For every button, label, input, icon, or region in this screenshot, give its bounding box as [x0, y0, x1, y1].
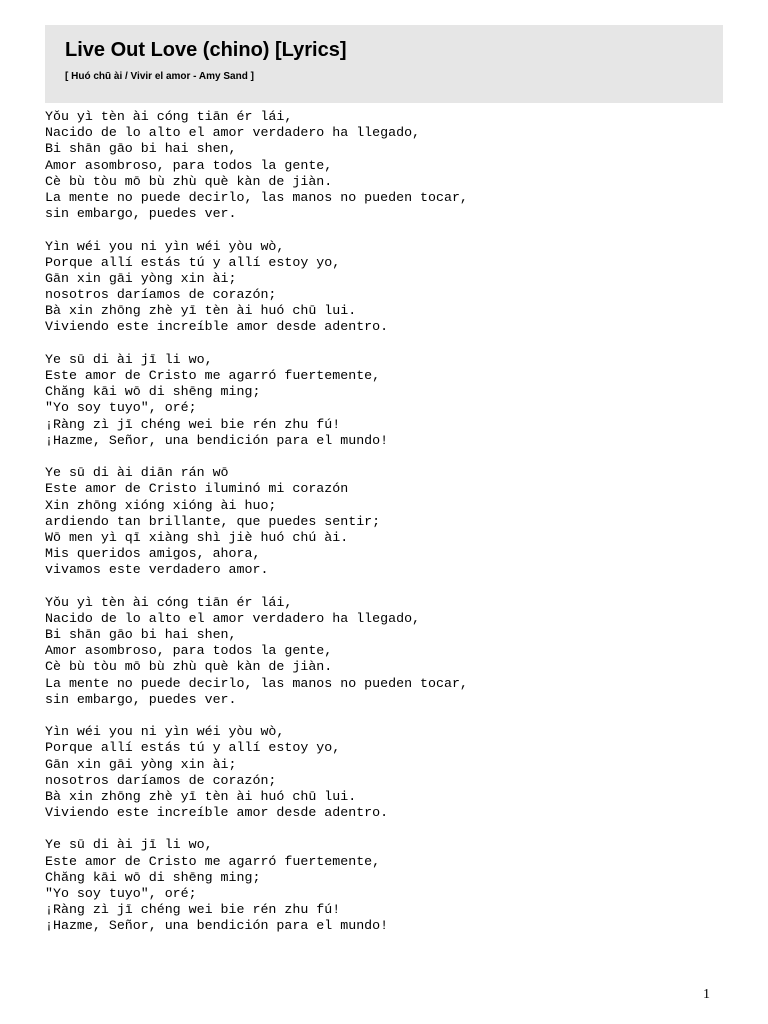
- lyrics-line: La mente no puede decirlo, las manos no pueden tocar,: [45, 675, 468, 691]
- lyrics-line: Gān xin gāi yòng xin ài;: [45, 270, 237, 286]
- lyrics-line: Este amor de Cristo iluminó mi corazón: [45, 481, 349, 497]
- lyrics-line: Bà xin zhōng zhè yī tèn ài huó chū lui.: [45, 303, 357, 319]
- lyrics-line: Bà xin zhōng zhè yī tèn ài huó chū lui.: [45, 788, 357, 804]
- lyrics-line: ardiendo tan brillante, que puedes sentir;: [45, 513, 381, 529]
- lyrics-line: Bi shān gāo bi hai shen,: [45, 141, 237, 157]
- lyrics-line: "Yo soy tuyo", oré;: [45, 400, 197, 416]
- lyrics-stanza: [45, 837, 705, 934]
- lyrics-line: Amor asombroso, para todos la gente,: [45, 643, 333, 659]
- lyrics-line: La mente no puede decirlo, las manos no pueden tocar,: [45, 189, 468, 205]
- lyrics-stanza: [45, 239, 705, 336]
- lyrics-line: sin embargo, puedes ver.: [45, 691, 237, 707]
- lyrics-line: nosotros daríamos de corazón;: [45, 287, 277, 303]
- lyrics-line: Viviendo este increíble amor desde adentro.: [45, 319, 389, 335]
- lyrics-line: Ye sū di ài jī li wo,: [45, 351, 213, 367]
- lyrics-line: Chăng kāi wō di shēng ming;: [45, 869, 261, 885]
- lyrics-line: Cè bù tòu mō bù zhù què kàn de jiàn.: [45, 173, 333, 189]
- lyrics-line: Este amor de Cristo me agarró fuertemente,: [45, 368, 381, 383]
- lyrics-body: [45, 109, 705, 935]
- lyrics-line: Xin zhōng xióng xióng ài huo;: [45, 497, 277, 513]
- lyrics-line: Nacido de lo alto el amor verdadero ha llegado,: [45, 610, 421, 626]
- page-subtitle: [ Huó chū ài / Vivir el amor - Amy Sand ]: [65, 71, 254, 82]
- lyrics-line: Amor asombroso, para todos la gente,: [45, 157, 333, 173]
- lyrics-stanza: [45, 109, 705, 222]
- lyrics-line: Yǒu yì tèn ài cóng tiān ér lái,: [45, 594, 293, 610]
- lyrics-line: Este amor de Cristo me agarró fuertemente,: [45, 853, 381, 869]
- lyrics-line: Yìn wéi you ni yìn wéi yòu wò,: [45, 238, 285, 254]
- page-title: Live Out Love (chino) [Lyrics]: [65, 39, 347, 61]
- lyrics-line: Wō men yì qī xiàng shì jiè huó chú ài.: [45, 529, 349, 545]
- lyrics-line: ¡Hazme, Señor, una bendición para el mundo!: [45, 918, 389, 934]
- lyrics-line: Nacido de lo alto el amor verdadero ha llegado,: [45, 125, 421, 141]
- lyrics-line: Ye sū di ài jī li wo,: [45, 837, 213, 853]
- lyrics-line: Porque allí estás tú y allí estoy yo,: [45, 740, 341, 756]
- lyrics-line: Chăng kāi wō di shēng ming;: [45, 384, 261, 400]
- lyrics-stanza: [45, 352, 705, 449]
- lyrics-stanza: [45, 465, 705, 578]
- lyrics-line: ¡Hazme, Señor, una bendición para el mundo!: [45, 432, 389, 448]
- title-banner: [45, 25, 723, 103]
- lyrics-line: Yìn wéi you ni yìn wéi yòu wò,: [45, 724, 285, 740]
- lyrics-line: ¡Ràng zì jī chéng wei bie rén zhu fú!: [45, 902, 341, 918]
- lyrics-line: Mis queridos amigos, ahora,: [45, 546, 261, 562]
- lyrics-line: ¡Ràng zì jī chéng wei bie rén zhu fú!: [45, 416, 341, 432]
- page-number: 1: [703, 987, 710, 1002]
- lyrics-line: vivamos este verdadero amor.: [45, 562, 269, 578]
- lyrics-line: Bi shān gāo bi hai shen,: [45, 627, 237, 642]
- lyrics-line: Porque allí estás tú y allí estoy yo,: [45, 254, 341, 270]
- lyrics-line: nosotros daríamos de corazón;: [45, 772, 277, 788]
- lyrics-line: Cè bù tòu mō bù zhù què kàn de jiàn.: [45, 659, 333, 675]
- lyrics-stanza: [45, 595, 705, 708]
- lyrics-line: Gān xin gāi yòng xin ài;: [45, 756, 237, 772]
- lyrics-line: Viviendo este increíble amor desde adentro.: [45, 805, 389, 821]
- lyrics-line: Ye sū di ài diān rán wō: [45, 465, 229, 481]
- lyrics-stanza: [45, 724, 705, 821]
- lyrics-line: "Yo soy tuyo", oré;: [45, 886, 197, 901]
- lyrics-line: Yǒu yì tèn ài cóng tiān ér lái,: [45, 109, 293, 124]
- lyrics-line: sin embargo, puedes ver.: [45, 206, 237, 222]
